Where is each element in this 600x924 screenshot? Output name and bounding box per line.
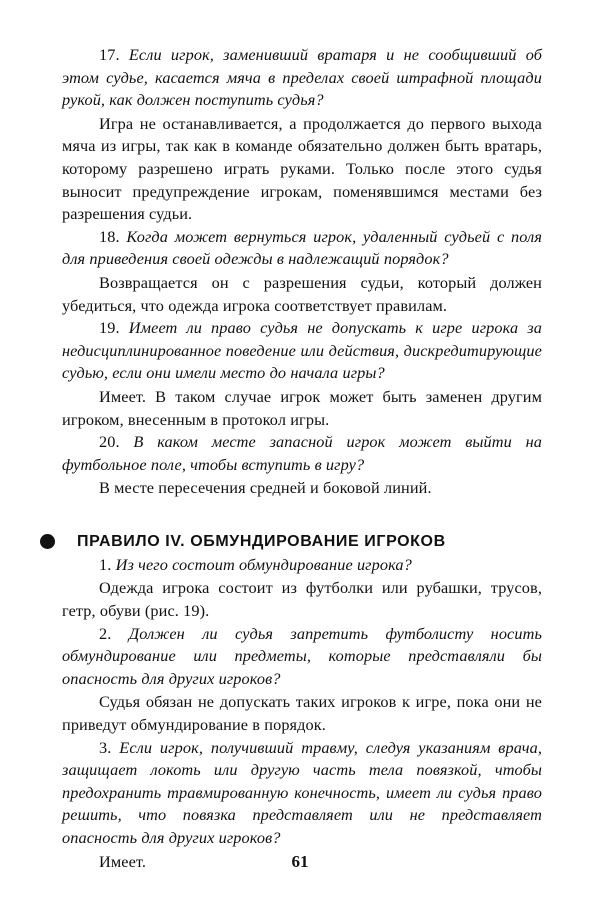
page-number: 61 [291,852,309,871]
answer-3: Имеет. [99,851,147,871]
rule-title: ПРАВИЛО IV. ОБМУНДИРОВАНИЕ ИГРОКОВ [77,532,446,550]
question-text: Из чего состоит обмундирование игрока? [115,554,412,574]
question-19 [62,317,542,385]
question-text: Имеет ли право судья не допускать к игре игрока за недисциплинированное поведение или действия, дискредитирующие судью, если они имели место до начала игры? [62,318,542,383]
question-3 [62,737,542,850]
answer-1: Одежда игрока состоит из футболки или рубашки, трусов, гетр, обуви (рис. 19). [62,578,542,621]
question-text: В каком месте запасной игрок может выйти на футбольное поле, чтобы вступить в игру? [62,432,543,474]
question-text: Если игрок, заменивший вратаря и не сообщивший об этом судье, касается мяча в пределах своей штрафной площади рукой, как должен поступить судья? [62,45,543,110]
question-number: 3. [99,737,112,757]
question-number: 18. [99,226,120,246]
question-number: 17. [99,45,120,64]
answer-18: Возвращается он с разрешения судьи, который должен убедиться, что одежда игрока соответствует правилам. [62,272,542,315]
question-20 [62,431,542,476]
question-number: 1. [99,554,112,574]
rule-heading [40,530,542,554]
answer-2: Судья обязан не допускать таких игроков к игре, пока они не приведут обмундирование в порядок. [62,692,542,735]
question-text: Когда может вернуться игрок, удаленный судьей с поля для приведения своей одежды в надлежащий порядок? [62,226,542,269]
question-2 [62,623,542,691]
question-text: Должен ли судья запретить футболисту носить обмундирование или предметы, которые представляли бы опасность для других игроков? [62,623,542,688]
question-number: 20. [99,432,120,452]
question-number: 19. [99,318,120,338]
answer-20: В месте пересечения средней и боковой линий. [99,478,432,498]
question-1 [62,554,542,577]
bullet-icon [40,534,55,549]
answer-17: Игра не останавливается, а продолжается до первого выхода мяча из игры, так как в команде обязательно должен быть вратарь, которому разрешено играть руками. Только после этого судья выносит предупреждение игрокам, поменявшимся местами без разрешения судьи. [62,113,542,224]
question-number: 2. [99,623,112,643]
section-spacer [62,500,542,530]
question-17 [62,44,542,112]
question-text: Если игрок, получивший травму, следуя указаниям врача, защищает локоть или другую часть тела повязкой, чтобы предохранить травмированную конечность, имеет ли судья право решить, что повязка представляет или не представляет опасность для других игроков? [62,737,543,847]
answer-19: Имеет. В таком случае игрок может быть заменен другим игроком, внесенным в протокол игры. [62,386,542,429]
document-page [62,44,542,873]
question-18 [62,226,542,271]
